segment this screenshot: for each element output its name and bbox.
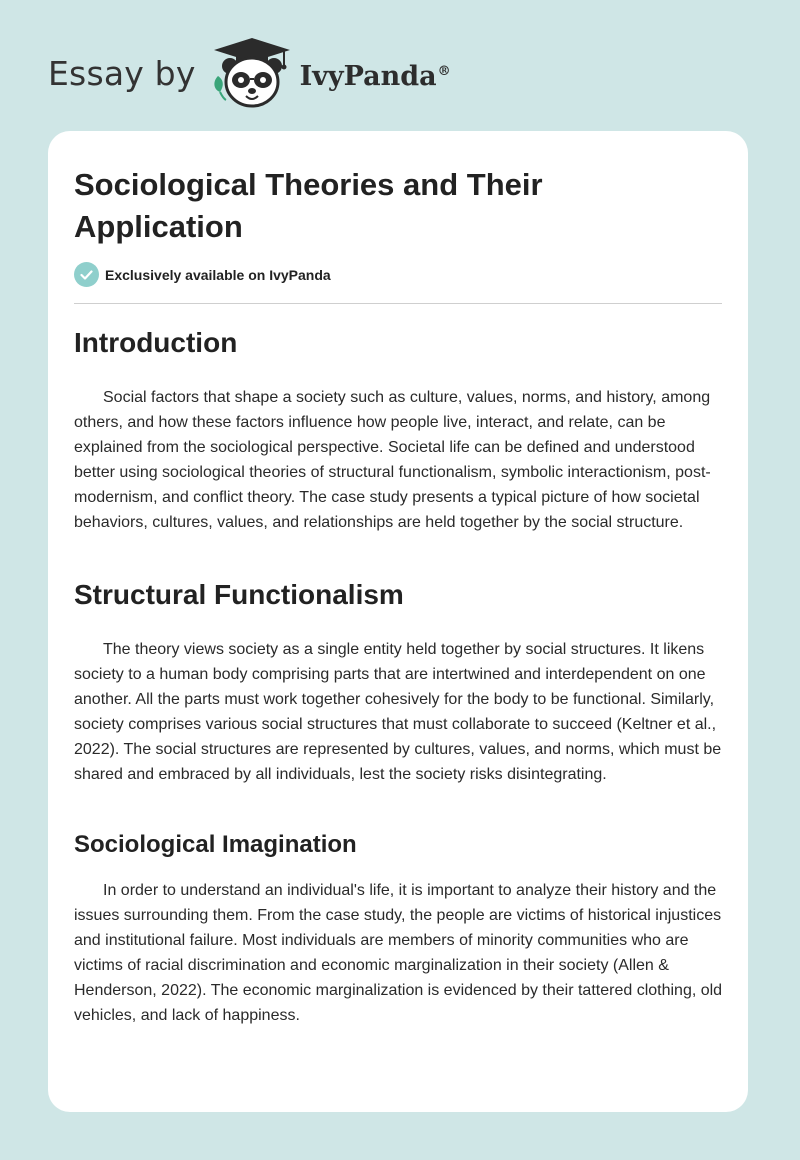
exclusive-label: Exclusively available on IvyPanda xyxy=(105,266,331,283)
section-heading-sociological-imagination: Sociological Imagination xyxy=(74,831,357,858)
check-icon xyxy=(74,262,99,287)
title-divider xyxy=(74,303,722,304)
section-paragraph-introduction: Social factors that shape a society such as culture, values, norms, and history, among others, and how these factors influence how people live, interact, and relate, can be explained from the sociological perspective. Societal life can be defined and understood better using sociological theories of structural functionalism, symbolic interactionism, post-modernism, and conflict theory. The case study presents a typical picture of how societal behaviors, cultures, values, and relationships are held together by the social structure. xyxy=(74,389,711,532)
site-header xyxy=(48,36,451,110)
section-heading-introduction: Introduction xyxy=(74,327,238,358)
essay-title: Sociological Theories and Their Application xyxy=(74,167,543,244)
section-paragraph-sociological-imagination: In order to understand an individual's life, it is important to analyze their history and the issues surrounding them. From the case study, the people are victims of historical injustices and institutional failure. Most individuals are members of minority communities who are victims of racial discrimination and economic marginalization in their society (Allen & Henderson, 2022). The economic marginalization is evidenced by their tattered clothing, old vehicles, and lack of happiness. xyxy=(74,882,723,1025)
section-heading-structural-functionalism: Structural Functionalism xyxy=(74,579,404,610)
panda-graduate-icon[interactable] xyxy=(210,36,294,110)
registered-mark: ® xyxy=(437,63,451,79)
essay-card xyxy=(48,131,748,1112)
essay-by-label: Essay by xyxy=(48,53,196,93)
exclusive-badge xyxy=(74,262,331,287)
brand-name-text: IvyPanda xyxy=(299,60,437,92)
brand-name[interactable] xyxy=(300,61,451,92)
section-paragraph-structural-functionalism: The theory views society as a single entity held together by social structures. It likens society to a human body comprising parts that are intertwined and interdependent on one another. All the parts must work together cohesively for the body to be functional. Similarly, society comprises various social structures that must collaborate to succeed (Keltner et al., 2022). The social structures are represented by cultures, values, and norms, which must be shared and embraced by all individuals, lest the society risks disintegrating. xyxy=(74,641,722,784)
